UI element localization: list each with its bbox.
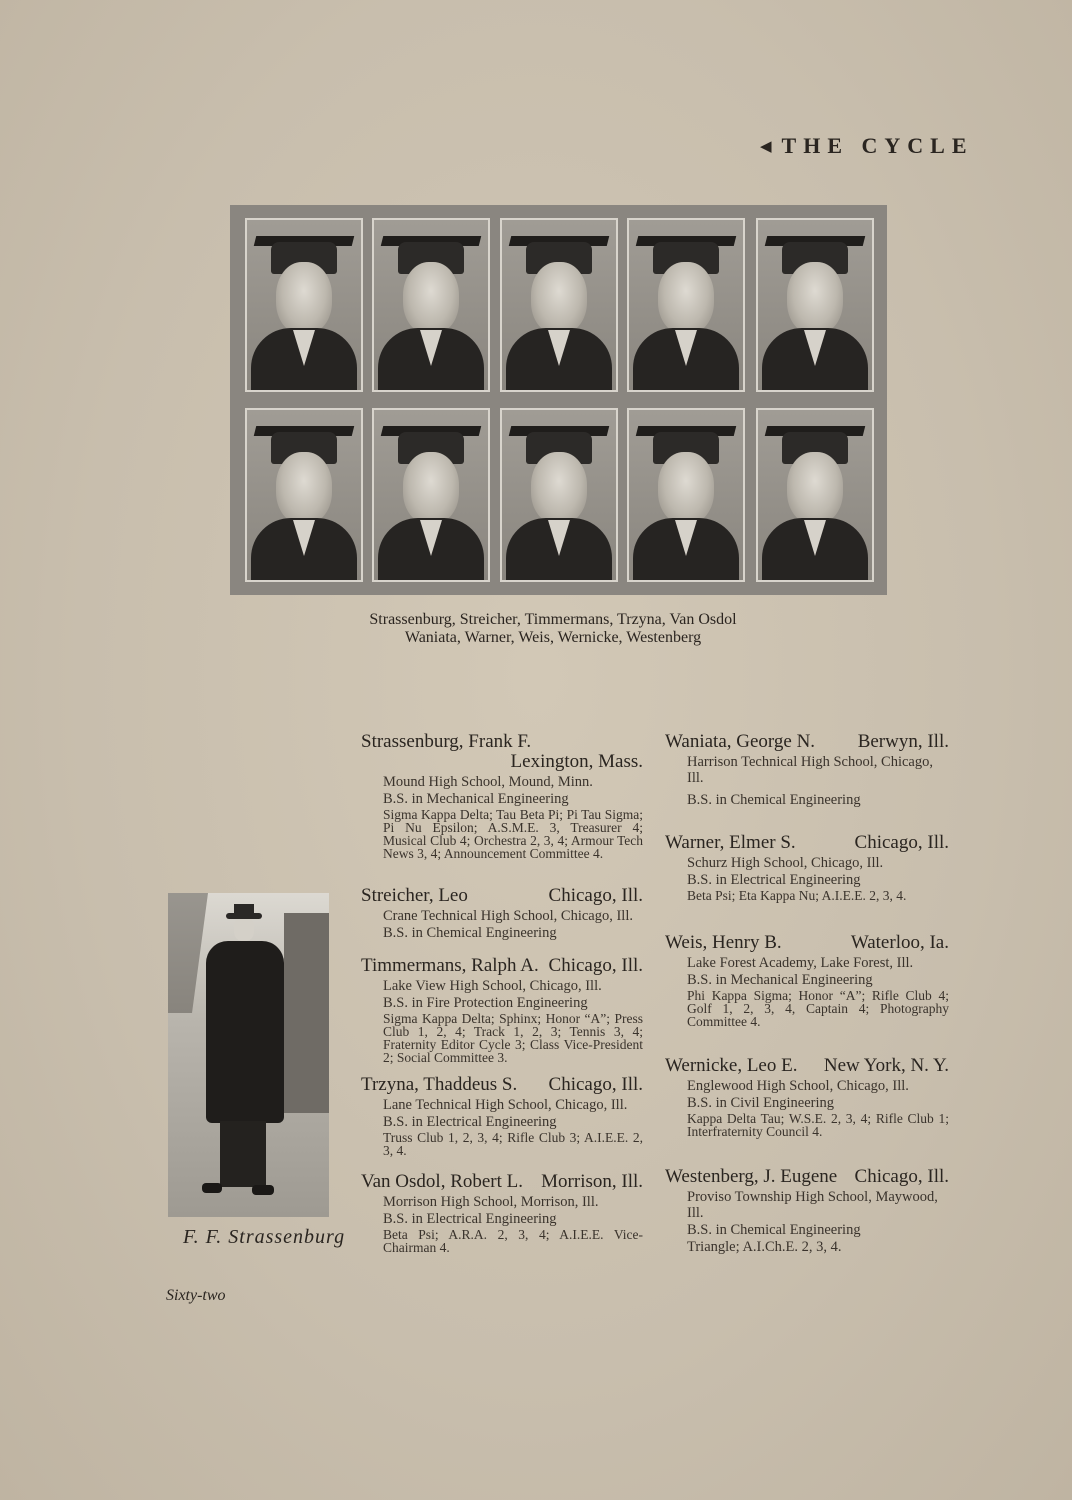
senior-name: Strassenburg, Frank F. (361, 731, 532, 752)
candid-photo-caption: F. F. Strassenburg (183, 1226, 346, 1248)
portraits-caption (0, 611, 1072, 647)
senior-entry (665, 1056, 949, 1141)
senior-hometown: New York, N. Y. (823, 1055, 949, 1076)
senior-degree: B.S. in Mechanical Engineering (383, 791, 569, 807)
senior-degree: B.S. in Civil Engineering (687, 1095, 835, 1111)
senior-entry (361, 1172, 643, 1257)
senior-entry (361, 1075, 643, 1160)
senior-entry (665, 1167, 949, 1256)
senior-activities: Sigma Kappa Delta; Tau Beta Pi; Pi Tau Sigma; Pi Nu Epsilon; A.S.M.E. 3, Treasurer 4; Musical Club 4; Orchestra 2, 3, 4; Armour Tech News 3, 4; Announcement Committee 4. (383, 807, 643, 861)
caption-line: Strassenburg, Streicher, Timmermans, Trzyna, Van Osdol (369, 611, 737, 628)
senior-degree: B.S. in Mechanical Engineering (687, 972, 873, 988)
senior-activities: Sigma Kappa Delta; Sphinx; Honor “A”; Press Club 1, 2, 4; Track 1, 2, 3; Tennis 3, 4; Fraternity Editor Cycle 3; Class Vice-President 2; Social Committee 3. (383, 1011, 643, 1065)
senior-entry (361, 886, 643, 942)
senior-entry (665, 933, 949, 1031)
senior-hometown: Lexington, Mass. (510, 751, 643, 772)
senior-hometown: Chicago, Ill. (548, 1074, 643, 1095)
senior-school: Morrison High School, Morrison, Ill. (383, 1194, 599, 1210)
senior-name: Westenberg, J. Eugene (665, 1166, 838, 1187)
portrait-photo (756, 218, 874, 392)
senior-activities: Truss Club 1, 2, 3, 4; Rifle Club 3; A.I.E.E. 2, 3, 4. (383, 1130, 643, 1158)
portrait-photo (500, 218, 618, 392)
senior-activities: Phi Kappa Sigma; Honor “A”; Rifle Club 4; Golf 1, 2, 3, 4, Captain 4; Photography Committee 4. (687, 988, 949, 1029)
senior-name: Trzyna, Thaddeus S. (361, 1074, 518, 1095)
caption-line: Waniata, Warner, Weis, Wernicke, Westenberg (404, 629, 702, 646)
senior-hometown: Waterloo, Ia. (850, 932, 949, 953)
portrait-photo (627, 218, 745, 392)
senior-school: Crane Technical High School, Chicago, Ill. (383, 908, 633, 924)
portrait-panel (230, 205, 887, 595)
senior-hometown: Chicago, Ill. (548, 885, 643, 906)
senior-degree: B.S. in Electrical Engineering (383, 1114, 557, 1130)
portrait-photo (372, 218, 490, 392)
portrait-photo (245, 218, 363, 392)
senior-name: Wernicke, Leo E. (665, 1055, 798, 1076)
senior-name: Timmermans, Ralph A. (361, 955, 539, 976)
senior-school: Harrison Technical High School, Chicago, Ill. (687, 754, 933, 786)
running-head (760, 133, 974, 159)
senior-degree: B.S. in Fire Protection Engineering (383, 995, 588, 1011)
senior-name: Waniata, George N. (665, 731, 816, 752)
senior-degree: B.S. in Chemical Engineering (687, 792, 861, 808)
portrait-photo (756, 408, 874, 582)
senior-entry (361, 956, 643, 1067)
senior-hometown: Morrison, Ill. (541, 1171, 643, 1192)
senior-degree: B.S. in Chemical Engineering (383, 925, 557, 941)
senior-name: Van Osdol, Robert L. (361, 1171, 524, 1192)
page-number: Sixty-two (166, 1287, 226, 1304)
senior-hometown: Chicago, Ill. (548, 955, 643, 976)
senior-name: Warner, Elmer S. (665, 832, 796, 853)
senior-entry (361, 732, 643, 863)
senior-school: Lane Technical High School, Chicago, Ill. (383, 1097, 628, 1113)
senior-school: Proviso Township High School, Maywood, Ill. (687, 1189, 938, 1221)
senior-hometown: Chicago, Ill. (854, 1166, 949, 1187)
running-head-title: THE CYCLE (781, 133, 974, 158)
senior-school: Lake Forest Academy, Lake Forest, Ill. (687, 955, 914, 971)
portrait-photo (372, 408, 490, 582)
candid-photo (168, 893, 329, 1217)
portrait-photo (500, 408, 618, 582)
senior-entry (665, 732, 949, 809)
senior-school: Mound High School, Mound, Minn. (383, 774, 593, 790)
senior-activities: Beta Psi; A.R.A. 2, 3, 4; A.I.E.E. Vice-Chairman 4. (383, 1227, 643, 1255)
senior-activities: Kappa Delta Tau; W.S.E. 2, 3, 4; Rifle Club 1; Interfraternity Council 4. (687, 1111, 949, 1139)
senior-hometown: Berwyn, Ill. (857, 731, 949, 752)
senior-degree: B.S. in Chemical Engineering (687, 1222, 861, 1238)
senior-school: Schurz High School, Chicago, Ill. (687, 855, 884, 871)
senior-activities: Triangle; A.I.Ch.E. 2, 3, 4. (687, 1239, 842, 1255)
senior-degree: B.S. in Electrical Engineering (383, 1211, 557, 1227)
senior-name: Weis, Henry B. (665, 932, 782, 953)
senior-entry (665, 833, 949, 905)
senior-degree: B.S. in Electrical Engineering (687, 872, 861, 888)
senior-school: Englewood High School, Chicago, Ill. (687, 1078, 909, 1094)
senior-name: Streicher, Leo (361, 885, 468, 906)
senior-activities: Beta Psi; Eta Kappa Nu; A.I.E.E. 2, 3, 4. (687, 888, 907, 903)
portrait-photo (245, 408, 363, 582)
portrait-photo (627, 408, 745, 582)
senior-hometown: Chicago, Ill. (854, 832, 949, 853)
left-arrow-icon: ◀ (760, 139, 772, 155)
senior-school: Lake View High School, Chicago, Ill. (383, 978, 602, 994)
